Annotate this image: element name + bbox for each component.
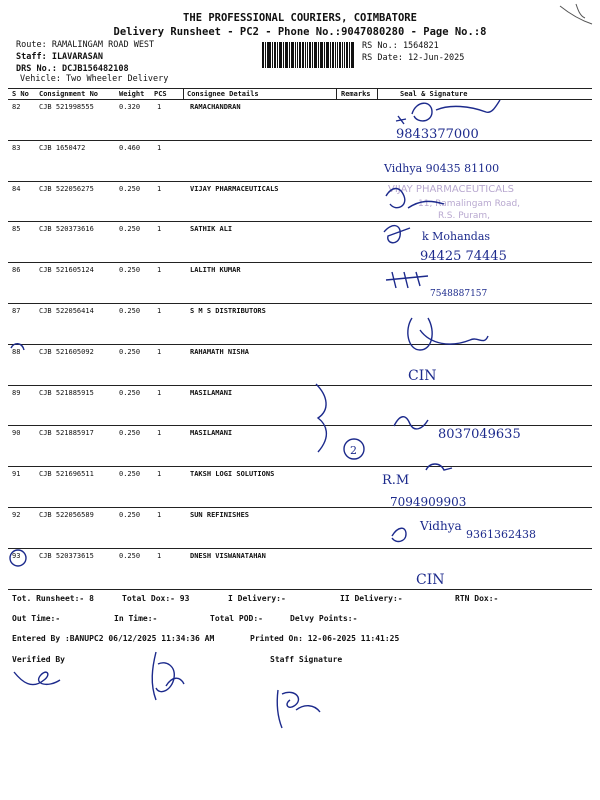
- row-consignment: CJB 522056414: [39, 307, 94, 315]
- printed-on: Printed On: 12-06-2025 11:41:25: [250, 634, 400, 643]
- table-top-rule: [8, 88, 592, 89]
- row-sno: 83: [12, 143, 21, 152]
- row-weight: 0.250: [119, 429, 141, 438]
- remarks-divider-right: [377, 88, 378, 100]
- stamp-line-3: R.S. Puram,: [438, 211, 491, 221]
- row-consignment: CJB 522056275: [39, 184, 94, 193]
- row-weight: 0.250: [119, 470, 141, 479]
- col-weight: Weight: [119, 90, 145, 98]
- row-pcs: 1: [157, 470, 162, 479]
- verified-by: Verified By: [12, 655, 65, 664]
- row-separator: [8, 344, 592, 345]
- row-consignee: LALITH KUMAR: [190, 266, 241, 275]
- row-consignment: CJB 521605092: [39, 347, 94, 356]
- consignee-divider: [183, 88, 184, 100]
- hw-circled-number: 2: [350, 444, 357, 457]
- row-separator: [8, 181, 592, 182]
- row-weight: 0.250: [119, 307, 141, 315]
- rtn-dox: RTN Dox:-: [455, 594, 499, 603]
- row-separator: [8, 466, 592, 467]
- row-consignment: CJB 521885917: [39, 429, 94, 438]
- staff-label: Staff: ILAVARASAN: [16, 52, 103, 62]
- stamp-line-2: 11, Ramalingam Road,: [418, 199, 521, 209]
- row-weight: 0.250: [119, 266, 141, 275]
- runsheet-title: Delivery Runsheet - PC2 - Phone No.:9047080280 - Page No.:8: [113, 26, 487, 38]
- row-weight: 0.250: [119, 388, 141, 397]
- route-label: Route: RAMALINGAM ROAD WEST: [16, 40, 155, 50]
- row-consignee: TAKSH LOGI SOLUTIONS: [190, 470, 275, 479]
- row-sno: 92: [12, 511, 21, 519]
- row-consignee: VIJAY PHARMACEUTICALS: [190, 184, 279, 193]
- barcode: [262, 42, 354, 68]
- row-consignee: SATHIK ALI: [190, 225, 233, 234]
- row-consignment: CJB 520373615: [39, 551, 94, 560]
- rs-date: RS Date: 12-Jun-2025: [362, 53, 465, 63]
- hw-row91a: R.M: [382, 473, 410, 488]
- hw-row93: CIN: [416, 572, 445, 588]
- row-consignment: CJB 521696511: [39, 470, 94, 479]
- hw-row92b: 9361362438: [466, 528, 536, 541]
- row-pcs: 1: [157, 347, 162, 356]
- row-separator: [8, 303, 592, 304]
- row-separator: [8, 221, 592, 222]
- row-separator: [8, 385, 592, 386]
- row-pcs: 1: [157, 143, 162, 152]
- row-sno: 86: [12, 266, 21, 275]
- col-sno: S No: [12, 90, 29, 98]
- total-pod: Total POD:-: [210, 614, 263, 623]
- row-sno: 89: [12, 388, 21, 397]
- row-consignment: CJB 521998555: [39, 103, 94, 111]
- row-sno: 84: [12, 184, 21, 193]
- row-weight: 0.250: [119, 551, 141, 560]
- total-dox: Total Dox:- 93: [122, 594, 190, 603]
- total-runsheet: Tot. Runsheet:- 8: [12, 594, 94, 603]
- row-pcs: 1: [157, 511, 162, 519]
- delvy-points: Delvy Points:-: [290, 614, 358, 623]
- row-weight: 0.320: [119, 103, 141, 111]
- row-sno: 90: [12, 429, 21, 438]
- row-consignee: DNESH VISWANATAHAN: [190, 551, 266, 560]
- remarks-divider-left: [336, 88, 337, 100]
- hw-row92a: Vidhya: [420, 519, 462, 533]
- ii-delivery: II Delivery:-: [340, 594, 403, 603]
- hw-row88: CIN: [408, 368, 437, 384]
- hw-row85b: 94425 74445: [420, 249, 507, 264]
- in-time: In Time:-: [114, 614, 158, 623]
- row-pcs: 1: [157, 307, 162, 315]
- hw-row86: 7548887157: [430, 289, 488, 299]
- row-pcs: 1: [157, 388, 162, 397]
- row-separator: [8, 140, 592, 141]
- row-consignment: CJB 521605124: [39, 266, 94, 275]
- out-time: Out Time:-: [12, 614, 61, 623]
- row-consignee: SUN REFINISHES: [190, 511, 250, 519]
- row-sno: 87: [12, 307, 21, 315]
- hw-row83: Vidhya 90435 81100: [384, 162, 500, 175]
- vehicle-label: Vehicle: Two Wheeler Delivery: [20, 74, 169, 84]
- row-consignee: MASILAMANI: [190, 388, 233, 397]
- rs-number: RS No.: 1564821: [362, 41, 439, 51]
- row-consignment: CJB 1650472: [39, 143, 86, 152]
- row-weight: 0.250: [119, 184, 141, 193]
- table-header-rule: [8, 99, 592, 100]
- row-sno: 82: [12, 103, 21, 111]
- row-weight: 0.250: [119, 347, 141, 356]
- staff-signature: Staff Signature: [270, 655, 343, 664]
- col-remarks: Remarks: [341, 90, 371, 98]
- row-pcs: 1: [157, 225, 162, 234]
- row-consignee: MASILAMANI: [190, 429, 233, 438]
- hw-row90: 8037049635: [438, 427, 521, 442]
- row-consignment: CJB 521885915: [39, 388, 94, 397]
- hw-row91b: 7094909903: [390, 495, 467, 509]
- hw-row85a: k Mohandas: [422, 230, 491, 243]
- row-weight: 0.250: [119, 225, 141, 234]
- row-separator: [8, 262, 592, 263]
- row-pcs: 1: [157, 103, 162, 111]
- col-signature: Seal & Signature: [400, 90, 468, 98]
- row-pcs: 1: [157, 429, 162, 438]
- col-consignee: Consignee Details: [187, 90, 259, 98]
- row-sno: 91: [12, 470, 21, 479]
- row-consignee: RAMACHANDRAN: [190, 103, 241, 111]
- table-bottom-rule: [8, 589, 592, 590]
- col-consignment: Consignment No: [39, 90, 99, 98]
- row-consignment: CJB 520373616: [39, 225, 94, 234]
- row-pcs: 1: [157, 551, 162, 560]
- entered-by: Entered By :BANUPC2 06/12/2025 11:34:36 AM: [12, 634, 215, 643]
- row-pcs: 1: [157, 184, 162, 193]
- row-separator: [8, 425, 592, 426]
- hw-row82: 9843377000: [396, 127, 479, 142]
- row-pcs: 1: [157, 266, 162, 275]
- col-pcs: PCS: [154, 90, 167, 98]
- row-consignment: CJB 522056589: [39, 511, 94, 519]
- row-sno: 88: [12, 347, 21, 356]
- row-sno: 85: [12, 225, 21, 234]
- row-separator: [8, 548, 592, 549]
- row-consignee: S M S DISTRIBUTORS: [190, 307, 266, 315]
- i-delivery: I Delivery:-: [228, 594, 286, 603]
- row-separator: [8, 507, 592, 508]
- drs-number: DRS No.: DCJB156482108: [16, 64, 129, 74]
- row-weight: 0.460: [119, 143, 141, 152]
- company-title: THE PROFESSIONAL COURIERS, COIMBATORE: [183, 12, 417, 24]
- row-weight: 0.250: [119, 511, 141, 519]
- row-sno: 93: [12, 551, 21, 560]
- stamp-line-1: VIJAY PHARMACEUTICALS: [388, 184, 514, 195]
- row-consignee: RAHAMATH NISHA: [190, 347, 250, 356]
